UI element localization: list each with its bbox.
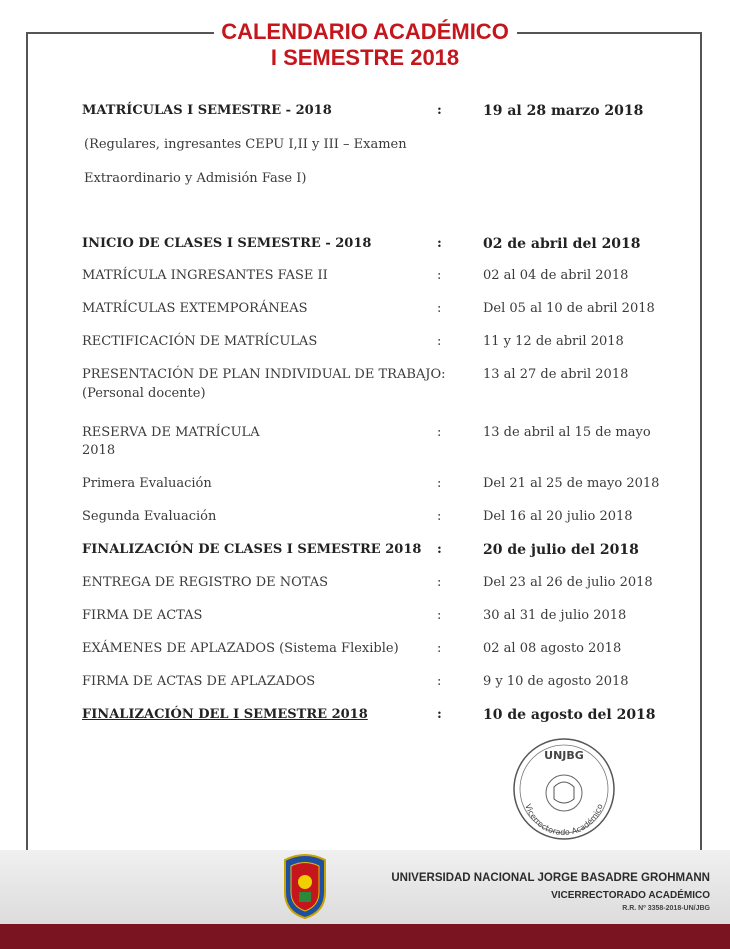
row-reserva-matricula-sublabel: 2018 [82, 443, 116, 458]
row-separator: : [437, 608, 442, 623]
row-separator: : [437, 575, 442, 590]
row-value: 02 al 08 agosto 2018 [483, 641, 622, 656]
row-separator: : [437, 334, 442, 349]
row-label: FINALIZACIÓN DE CLASES I SEMESTRE 2018 [82, 542, 422, 557]
row-value: 9 y 10 de agosto 2018 [483, 674, 629, 689]
row-value: 02 de abril del 2018 [483, 236, 641, 252]
footer-band [0, 850, 730, 924]
row-label: MATRÍCULAS EXTEMPORÁNEAS [82, 301, 308, 316]
row-label: Segunda Evaluación [82, 509, 217, 524]
row-separator: : [437, 674, 442, 689]
row-label: PRESENTACIÓN DE PLAN INDIVIDUAL DE TRABAJO: [82, 367, 446, 382]
row-separator: : [437, 641, 442, 656]
page-title: CALENDARIO ACADÉMICO [221, 19, 509, 44]
row-separator: : [437, 301, 442, 316]
vicerrectorado-seal-icon [510, 735, 618, 843]
row-label: RECTIFICACIÓN DE MATRÍCULAS [82, 334, 318, 349]
row-label: EXÁMENES DE APLAZADOS (Sistema Flexible) [82, 641, 399, 656]
row-value: 10 de agosto del 2018 [483, 707, 656, 723]
seal-ring-text: Vicerrectorado Académico [523, 802, 605, 838]
row-value: 20 de julio del 2018 [483, 542, 639, 558]
row-value: Del 23 al 26 de julio 2018 [483, 575, 653, 590]
row-value: Del 05 al 10 de abril 2018 [483, 301, 655, 316]
row-value: 11 y 12 de abril 2018 [483, 334, 624, 349]
header-rule-right [517, 32, 702, 34]
row-label: FINALIZACIÓN DEL I SEMESTRE 2018 [82, 707, 368, 722]
row-label: MATRÍCULA INGRESANTES FASE II [82, 268, 328, 283]
row-value: Del 16 al 20 julio 2018 [483, 509, 633, 524]
row-value: 13 al 27 de abril 2018 [483, 367, 629, 382]
row-value: 02 al 04 de abril 2018 [483, 268, 629, 283]
svg-text:Vicerrectorado Académico [523, 803, 604, 837]
row-separator: : [437, 707, 442, 722]
row-value: 13 de abril al 15 de mayo [483, 425, 651, 440]
row-plan-individual-sublabel: (Personal docente) [82, 386, 206, 401]
row-label: MATRÍCULAS I SEMESTRE - 2018 [82, 103, 332, 118]
footer-accent-bar [0, 924, 730, 949]
row-label: ENTREGA DE REGISTRO DE NOTAS [82, 575, 329, 590]
row-label: RESERVA DE MATRÍCULA [82, 425, 260, 440]
matriculas-note-line1: (Regulares, ingresantes CEPU I,II y III – Examen [84, 137, 407, 152]
university-crest-icon [280, 852, 330, 920]
row-label: INICIO DE CLASES I SEMESTRE - 2018 [82, 236, 372, 251]
frame-right [700, 32, 702, 850]
row-value: 30 al 31 de julio 2018 [483, 608, 627, 623]
row-separator: : [437, 425, 442, 440]
seal-top-text: UNJBG [544, 749, 584, 762]
row-label: FIRMA DE ACTAS [82, 608, 203, 623]
row-separator: : [437, 542, 442, 557]
row-separator: : [437, 103, 442, 118]
row-value: Del 21 al 25 de mayo 2018 [483, 476, 660, 491]
row-separator: : [437, 268, 442, 283]
university-name: UNIVERSIDAD NACIONAL JORGE BASADRE GROHMANN [391, 872, 710, 884]
header-rule-left [26, 32, 214, 34]
row-value: 19 al 28 marzo 2018 [483, 103, 644, 119]
page-subtitle: I SEMESTRE 2018 [270, 45, 460, 70]
row-separator: : [437, 476, 442, 491]
matriculas-note-line2: Extraordinario y Admisión Fase I) [84, 171, 307, 186]
row-separator: : [437, 236, 442, 251]
resolution-number: R.R. Nº 3358-2018-UN/JBG [622, 905, 710, 912]
row-label: FIRMA DE ACTAS DE APLAZADOS [82, 674, 316, 689]
office-name: VICERRECTORADO ACADÉMICO [551, 890, 710, 901]
row-label: Primera Evaluación [82, 476, 212, 491]
row-separator: : [437, 509, 442, 524]
frame-left [26, 32, 28, 850]
